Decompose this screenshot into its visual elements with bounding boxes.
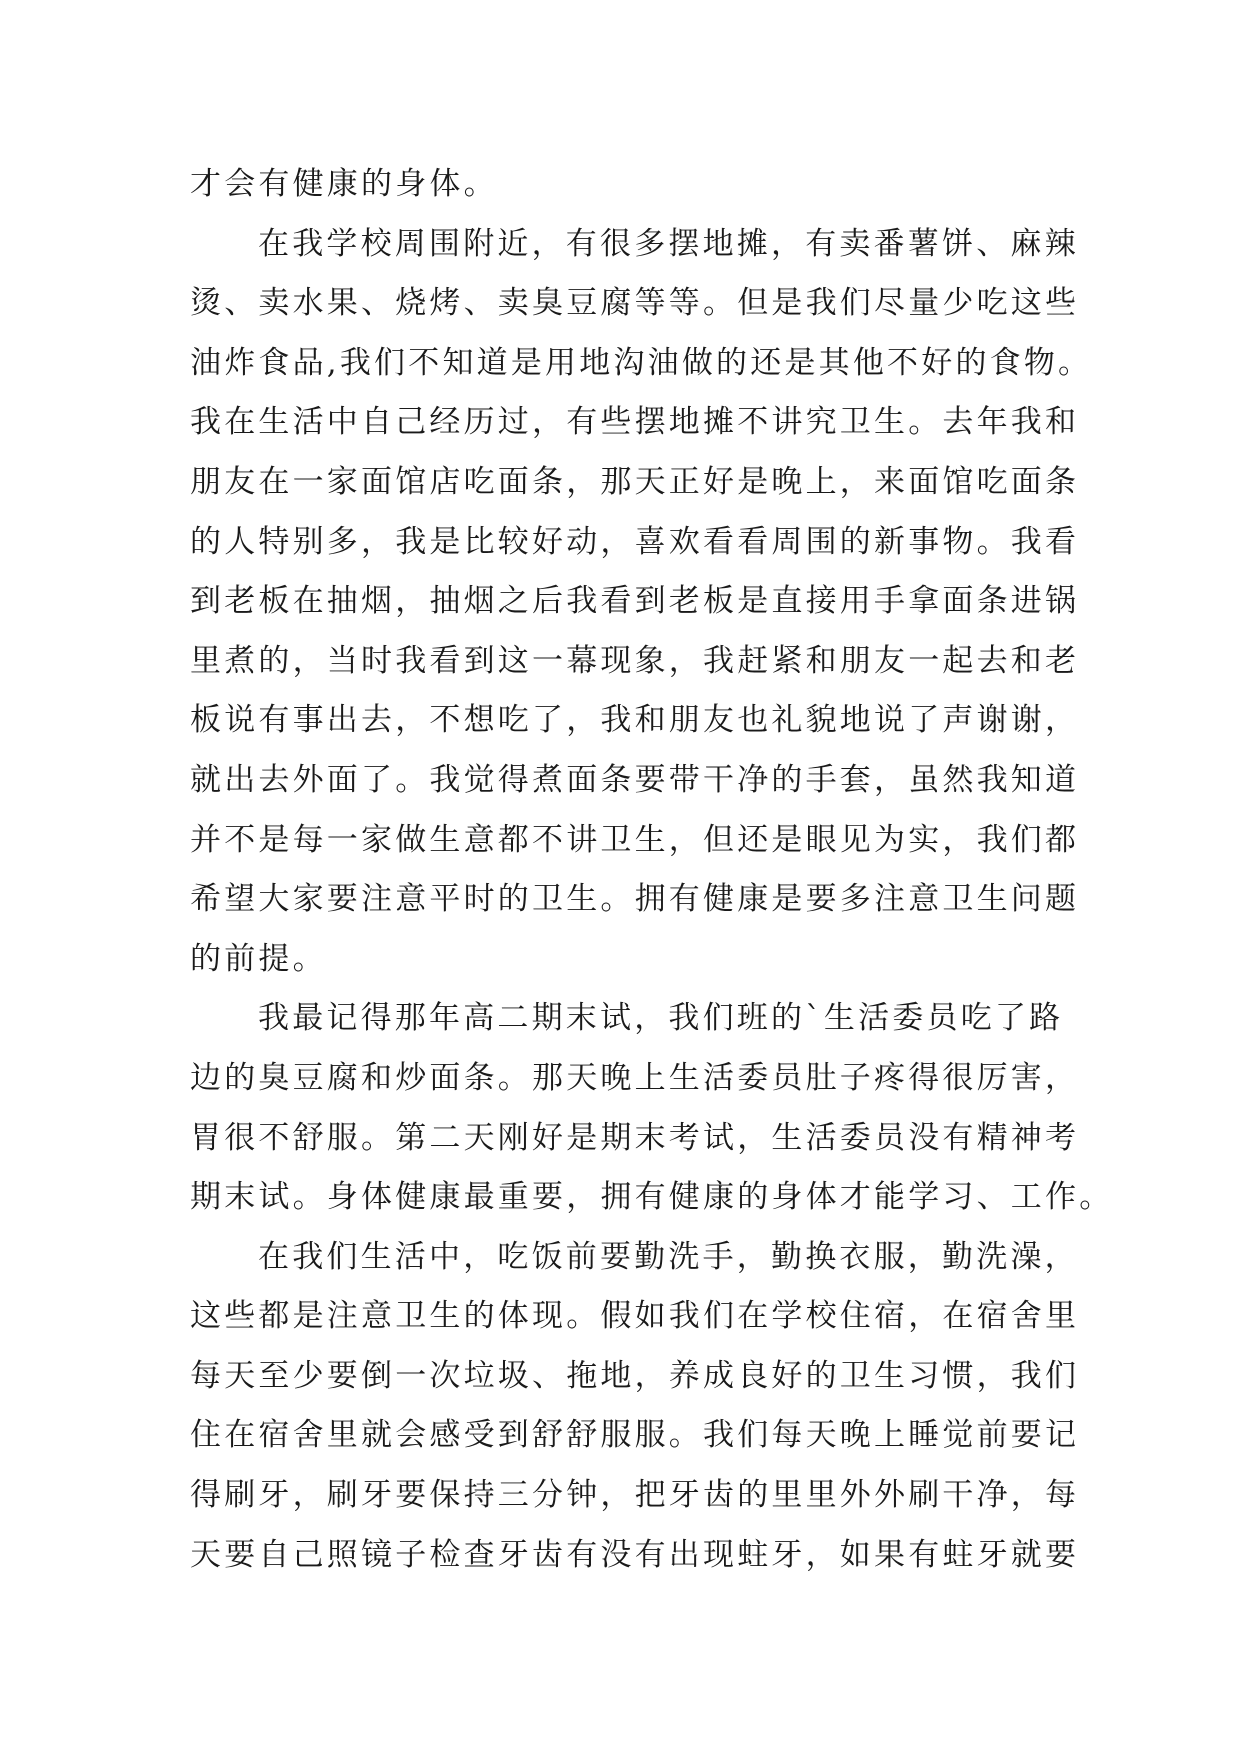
body-text xyxy=(190,155,1114,1585)
text-line: 住在宿舍里就会感受到舒舒服服。我们每天晚上睡觉前要记 xyxy=(190,1417,1080,1454)
text-line: 的人特别多，我是比较好动，喜欢看看周围的新事物。我看 xyxy=(190,523,1080,560)
text-line: 这些都是注意卫生的体现。假如我们在学校住宿，在宿舍里 xyxy=(190,1298,1080,1335)
paragraph-first-line: 在我学校周围附近，有很多摆地摊，有卖番薯饼、麻辣 xyxy=(258,225,1079,262)
text-line: 并不是每一家做生意都不讲卫生，但还是眼见为实，我们都 xyxy=(190,821,1080,858)
text-line: 每天至少要倒一次垃圾、拖地，养成良好的卫生习惯，我们 xyxy=(190,1357,1080,1394)
paragraph-first-line: 我最记得那年高二期末试，我们班的`生活委员吃了路 xyxy=(258,1000,1064,1037)
text-line: 边的臭豆腐和炒面条。那天晚上生活委员肚子疼得很厉害， xyxy=(190,1059,1080,1096)
text-line: 就出去外面了。我觉得煮面条要带干净的手套，虽然我知道 xyxy=(190,761,1080,798)
text-line: 才会有健康的身体。 xyxy=(190,166,498,202)
text-line: 希望大家要注意平时的卫生。拥有健康是要多注意卫生问题 xyxy=(190,881,1080,918)
text-line: 的前提。 xyxy=(190,940,327,977)
text-line: 胃很不舒服。第二天刚好是期末考试，生活委员没有精神考 xyxy=(190,1119,1080,1156)
text-line: 烫、卖水果、烧烤、卖臭豆腐等等。但是我们尽量少吃这些 xyxy=(190,285,1080,322)
text-line: 天要自己照镜子检查牙齿有没有出现蛀牙，如果有蛀牙就要 xyxy=(190,1536,1080,1573)
text-line: 里煮的，当时我看到这一幕现象，我赶紧和朋友一起去和老 xyxy=(190,642,1080,679)
text-line: 油炸食品,我们不知道是用地沟油做的还是其他不好的食物。 xyxy=(190,344,1093,381)
text-line: 我在生活中自己经历过，有些摆地摊不讲究卫生。去年我和 xyxy=(190,404,1080,441)
text-line: 期末试。身体健康最重要，拥有健康的身体才能学习、工作。 xyxy=(190,1179,1114,1216)
text-line: 得刷牙，刷牙要保持三分钟，把牙齿的里里外外刷干净，每 xyxy=(190,1477,1080,1514)
text-line: 到老板在抽烟，抽烟之后我看到老板是直接用手拿面条进锅 xyxy=(190,583,1080,620)
text-line: 板说有事出去，不想吃了，我和朋友也礼貌地说了声谢谢， xyxy=(190,702,1080,739)
paragraph-first-line: 在我们生活中，吃饭前要勤洗手，勤换衣服，勤洗澡， xyxy=(258,1238,1079,1275)
text-line: 朋友在一家面馆店吃面条，那天正好是晚上，来面馆吃面条 xyxy=(190,463,1080,500)
